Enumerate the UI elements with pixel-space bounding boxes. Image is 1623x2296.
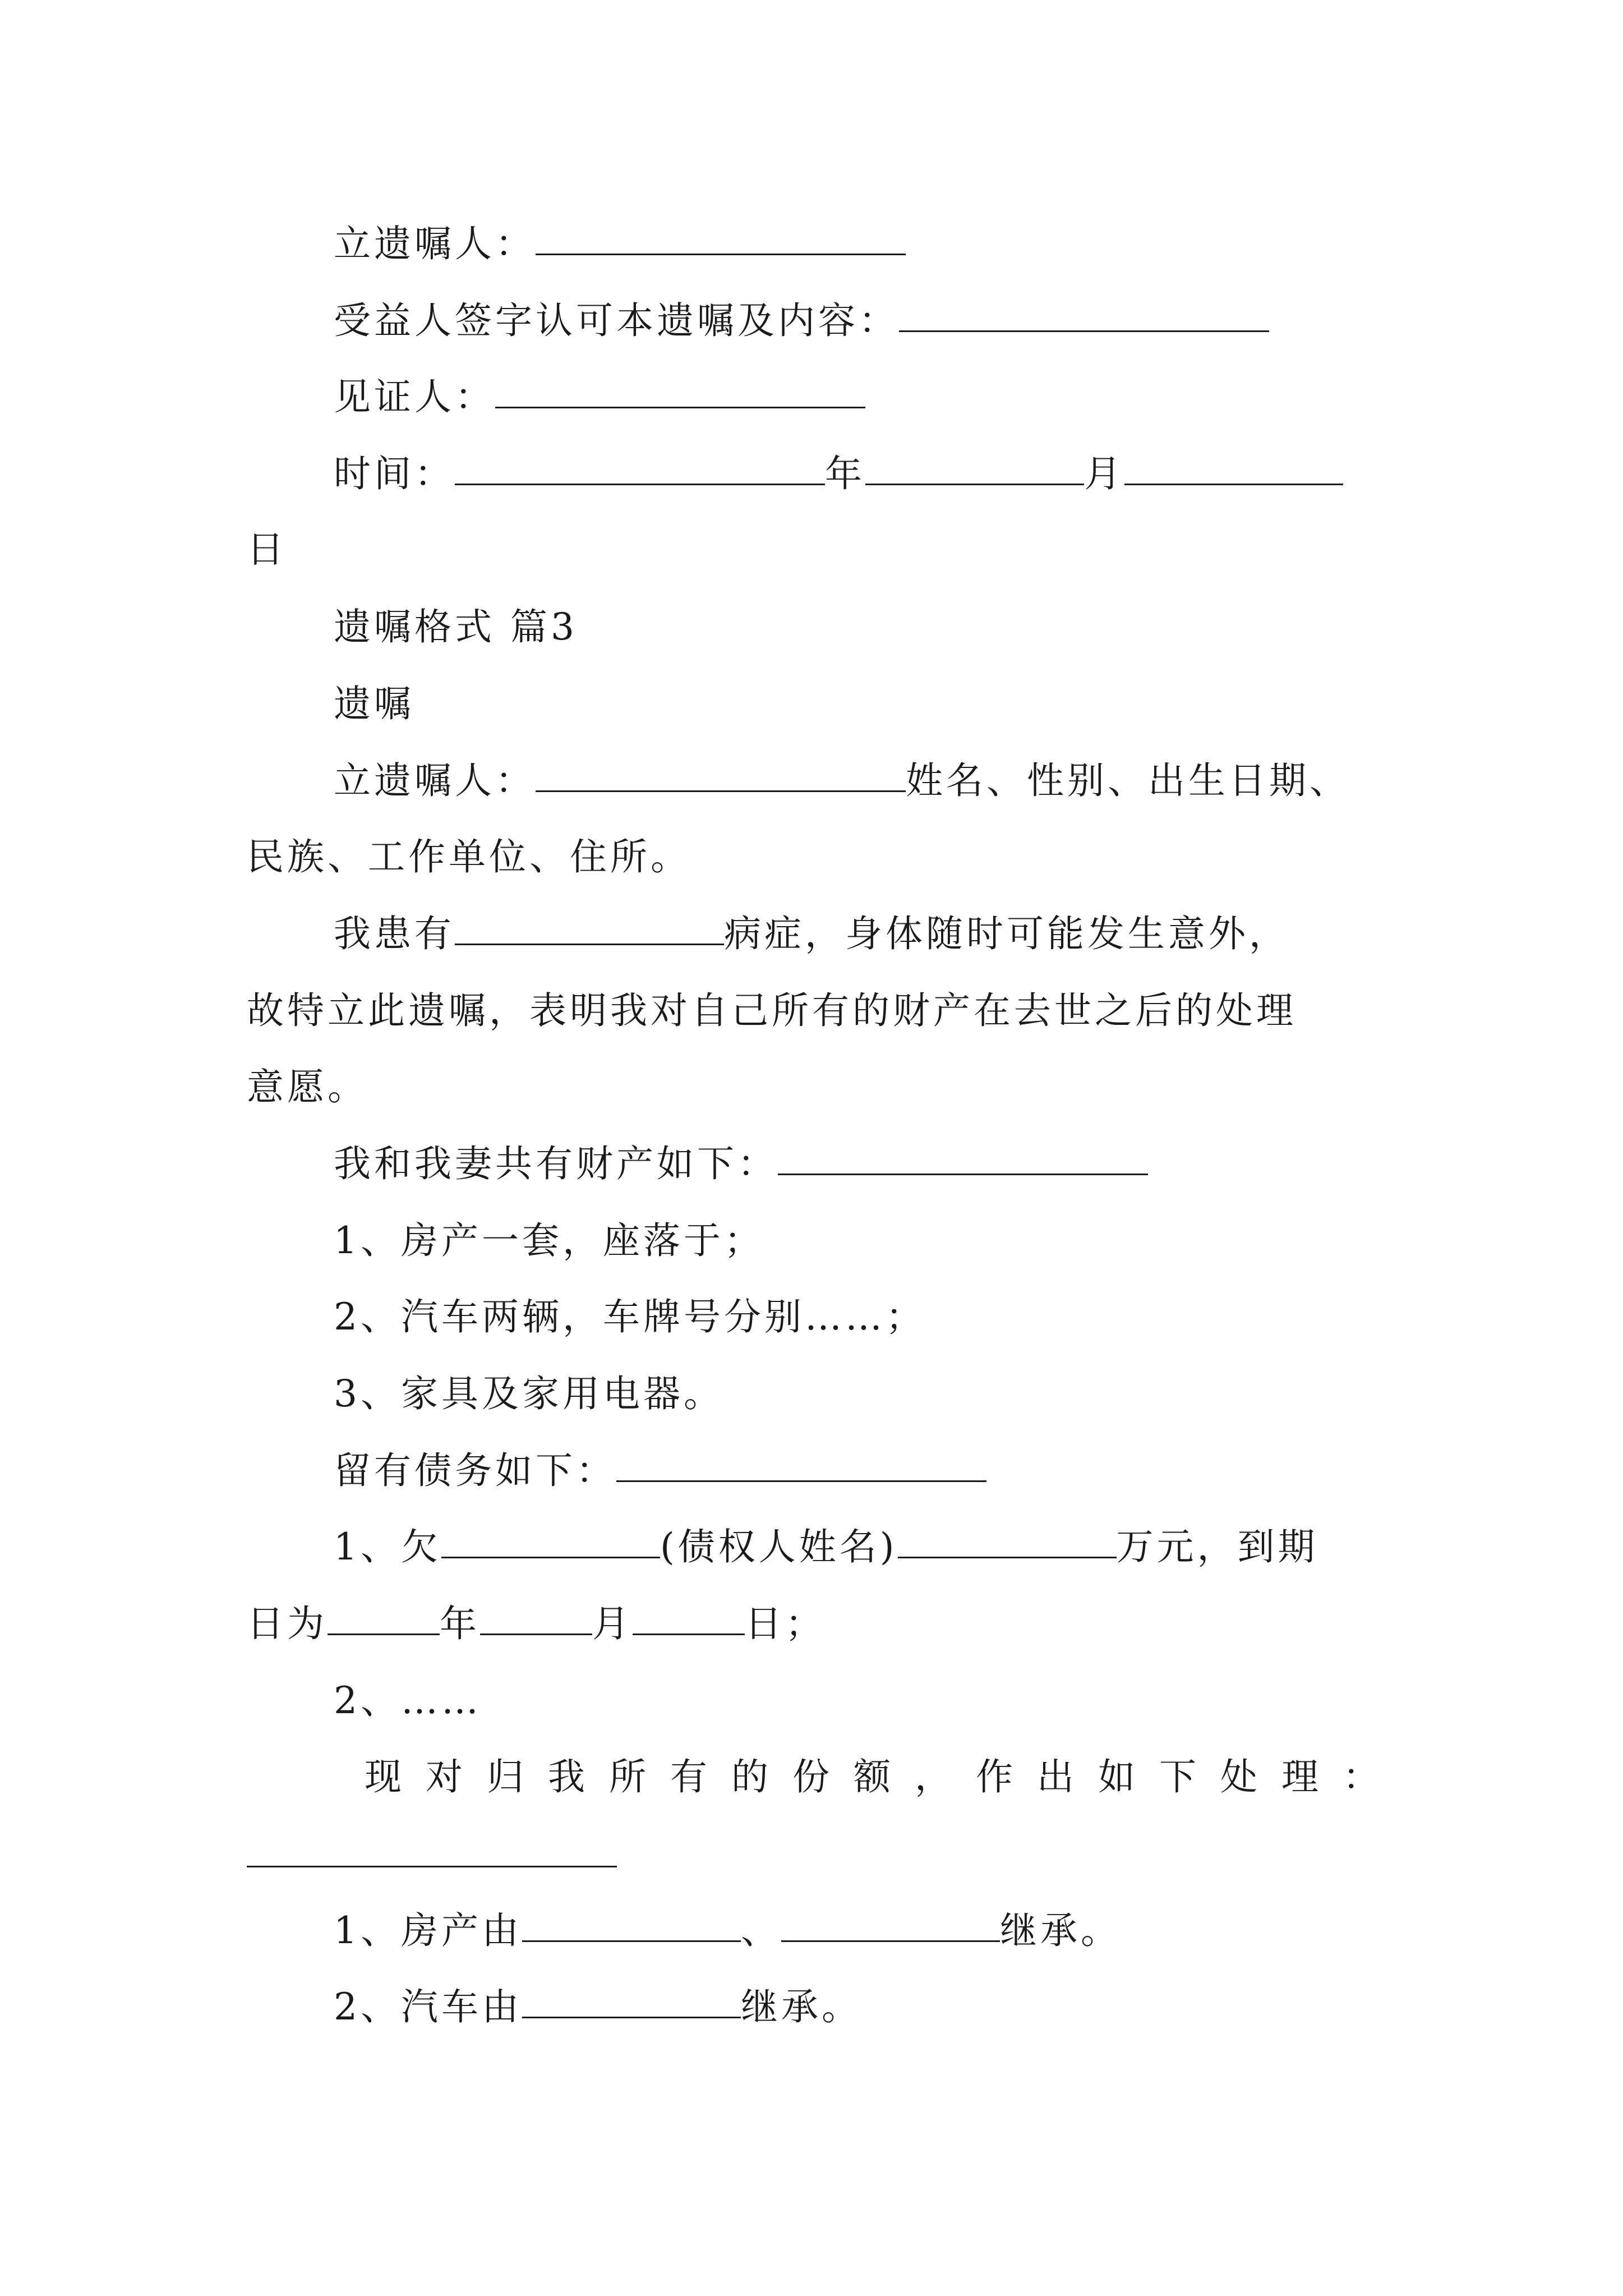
debt-1-year: 年 bbox=[440, 1602, 480, 1645]
inherit-item-1 bbox=[334, 1897, 1121, 1964]
inherit-2-prefix: 2、汽车由 bbox=[334, 1985, 522, 2028]
illness-line bbox=[334, 900, 1289, 968]
joint-property-label: 我和我妻共有财产如下： bbox=[334, 1142, 778, 1185]
year-blank bbox=[455, 444, 825, 485]
intent-line-2: 故特立此遗嘱，表明我对自己所有的财产在去世之后的处理 bbox=[247, 989, 1297, 1032]
testator-blank bbox=[536, 214, 906, 255]
debts-line bbox=[334, 1437, 986, 1504]
disposal-char: 处 bbox=[1220, 1755, 1257, 1798]
property-item-1: 1、房产一套，座落于； bbox=[334, 1219, 764, 1262]
witness-blank bbox=[495, 367, 865, 408]
debt-1-amount-blank bbox=[898, 1517, 1117, 1558]
disposal-blank bbox=[247, 1866, 617, 1867]
witness-label: 见证人： bbox=[334, 375, 495, 418]
joint-property-blank bbox=[778, 1134, 1148, 1175]
time-label: 时间： bbox=[334, 452, 455, 495]
disposal-char: 下 bbox=[1159, 1755, 1196, 1798]
debt-1-month: 月 bbox=[592, 1602, 633, 1645]
debts-label: 留有债务如下： bbox=[334, 1449, 616, 1492]
debt-1-amount-suffix: 万元，到期 bbox=[1116, 1525, 1318, 1568]
debt-1-prefix: 1、欠 bbox=[334, 1525, 441, 1568]
disposal-char: 出 bbox=[1037, 1755, 1074, 1798]
debt-1-due-prefix: 日为 bbox=[247, 1602, 328, 1645]
beneficiary-label: 受益人签字认可本遗嘱及内容： bbox=[334, 299, 899, 342]
inherit-2-heir-blank bbox=[522, 1977, 741, 2018]
testator-label: 立遗嘱人： bbox=[334, 222, 536, 265]
disposal-char: 的 bbox=[731, 1755, 768, 1798]
debt-1-creditor-blank bbox=[441, 1517, 660, 1558]
disposal-char: 现 bbox=[365, 1755, 402, 1798]
disposal-char: 我 bbox=[548, 1755, 585, 1798]
debt-item-2: 2、…… bbox=[334, 1679, 482, 1722]
disposal-char: ： bbox=[1343, 1755, 1380, 1798]
illness-prefix: 我患有 bbox=[334, 912, 455, 955]
debt-1-year-blank bbox=[328, 1594, 440, 1635]
inherit-1-sep: 、 bbox=[741, 1909, 781, 1952]
day-blank bbox=[1124, 444, 1343, 485]
testator-info-line bbox=[334, 747, 1350, 815]
disposal-char: 所 bbox=[609, 1755, 646, 1798]
disposal-char: 额 bbox=[854, 1755, 891, 1798]
disposal-char: 份 bbox=[792, 1755, 829, 1798]
joint-property-line bbox=[334, 1130, 1148, 1198]
debt-item-1-due bbox=[247, 1590, 826, 1658]
debt-1-creditor: (债权人姓名) bbox=[660, 1525, 898, 1568]
disposal-char: 对 bbox=[426, 1755, 463, 1798]
illness-blank bbox=[455, 904, 724, 945]
property-item-3: 3、家具及家用电器。 bbox=[334, 1372, 724, 1415]
day-line bbox=[247, 516, 287, 583]
day-label: 日 bbox=[247, 528, 287, 571]
testator-info-text: 姓名、性别、出生日期、 bbox=[906, 759, 1350, 802]
inherit-1-heir-2-blank bbox=[781, 1901, 1000, 1942]
debt-1-month-blank bbox=[480, 1594, 592, 1635]
section-heading: 遗嘱格式 篇3 bbox=[334, 605, 578, 648]
disposal-char: ， bbox=[915, 1755, 952, 1798]
date-line bbox=[334, 440, 1343, 508]
witness-signature-line bbox=[334, 364, 865, 431]
beneficiary-blank bbox=[899, 291, 1269, 332]
year-label: 年 bbox=[825, 452, 865, 495]
debt-item-1 bbox=[334, 1513, 1318, 1581]
illness-suffix: 病症，身体随时可能发生意外， bbox=[724, 912, 1289, 955]
inherit-1-suffix: 继承。 bbox=[1000, 1909, 1121, 1952]
inherit-2-suffix: 继承。 bbox=[741, 1985, 862, 2028]
disposal-char: 作 bbox=[976, 1755, 1013, 1798]
document-title: 遗嘱 bbox=[334, 682, 414, 725]
disposal-line bbox=[365, 1743, 1380, 1811]
disposal-char: 如 bbox=[1098, 1755, 1135, 1798]
beneficiary-signature-line bbox=[334, 287, 1269, 355]
intent-line-3: 意愿。 bbox=[247, 1065, 368, 1108]
disposal-char: 有 bbox=[670, 1755, 707, 1798]
property-item-2: 2、汽车两辆，车牌号分别……； bbox=[334, 1295, 926, 1338]
debt-1-day-blank bbox=[633, 1594, 745, 1635]
inherit-1-prefix: 1、房产由 bbox=[334, 1909, 522, 1952]
testator-signature-line bbox=[334, 210, 906, 278]
month-blank bbox=[865, 444, 1084, 485]
disposal-char: 归 bbox=[487, 1755, 524, 1798]
testator-label-2: 立遗嘱人： bbox=[334, 759, 536, 802]
inherit-1-heir-1-blank bbox=[522, 1901, 741, 1942]
debt-1-day: 日； bbox=[745, 1602, 826, 1645]
testator-info-line-2: 民族、工作单位、住所。 bbox=[247, 835, 691, 878]
month-label: 月 bbox=[1084, 452, 1124, 495]
testator-name-blank bbox=[536, 751, 906, 792]
debts-blank bbox=[616, 1441, 986, 1482]
disposal-char: 理 bbox=[1281, 1755, 1318, 1798]
inherit-item-2 bbox=[334, 1973, 862, 2041]
